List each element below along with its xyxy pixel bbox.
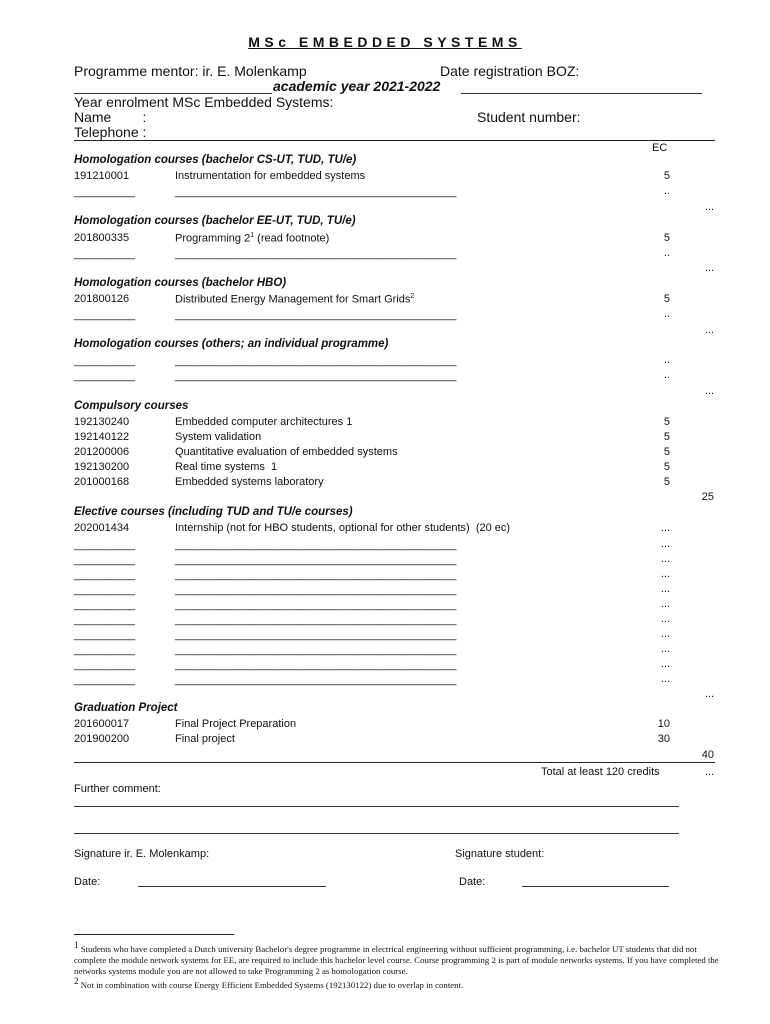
date-label-mentor: Date: (74, 876, 101, 888)
blank-ec: ... (660, 568, 670, 580)
enrolment-label: Year enrolment MSc Embedded Systems: (74, 94, 334, 110)
course-code: 202001434 (74, 522, 130, 534)
section-title-homologation-cs: Homologation courses (bachelor CS-UT, TUD, TU/e) (74, 154, 357, 166)
blank-code-field[interactable]: __________ (74, 614, 136, 626)
blank-code-field[interactable]: __________ (74, 186, 136, 198)
blank-ec: .. (663, 247, 670, 259)
footnote-ref-1: 1 (250, 232, 255, 239)
header-divider (74, 140, 715, 141)
course-name: Quantitative evaluation of embedded systems (175, 446, 398, 458)
course-name: Programming $2^1$ (read footnote) (175, 232, 330, 245)
blank-code-field[interactable]: __________ (74, 569, 136, 581)
blank-ec: .. (663, 354, 670, 366)
blank-code-field[interactable]: __________ (74, 674, 136, 686)
section-title-homologation-hbo: Homologation courses (bachelor HBO) (74, 277, 287, 289)
comment-line-2[interactable] (74, 833, 679, 834)
blank-course-field[interactable]: ______________________________________________ (175, 309, 457, 321)
course-name: Final Project Preparation (175, 718, 297, 730)
blank-ec: ... (660, 673, 670, 685)
blank-course-field[interactable]: ______________________________________________ (175, 355, 457, 367)
course-ec: 5 (663, 446, 670, 458)
blank-code-field[interactable]: __________ (74, 659, 136, 671)
blank-course-field[interactable]: ______________________________________________ (175, 569, 457, 581)
signature-mentor-label: Signature ir. E. Molenkamp: (74, 848, 210, 860)
course-code: 192130200 (74, 461, 130, 473)
blank-course-field[interactable]: ______________________________________________ (175, 539, 457, 551)
blank-code-field[interactable]: __________ (74, 248, 136, 260)
total-label: Total at least 120 credits (541, 766, 660, 778)
blank-ec: .. (663, 308, 670, 320)
course-name: Final project (175, 733, 235, 745)
line-after-year (461, 93, 702, 94)
comment-line-1[interactable] (74, 806, 679, 807)
course-ec: 5 (663, 431, 670, 443)
section-total: 40 (701, 749, 714, 761)
student-number-label: Student number: (477, 109, 581, 125)
date-line-student[interactable] (522, 886, 669, 887)
course-ec: ... (660, 522, 670, 534)
blank-course-field[interactable]: ______________________________________________ (175, 644, 457, 656)
course-ec: 10 (657, 718, 670, 730)
ec-column-label: EC (652, 142, 668, 154)
academic-year: academic year 2021-2022 (273, 78, 441, 94)
blank-code-field[interactable]: __________ (74, 584, 136, 596)
course-code: 201000168 (74, 476, 130, 488)
course-ec: 5 (663, 416, 670, 428)
programme-mentor: Programme mentor: ir. E. Molenkamp (74, 63, 307, 79)
course-name: Embedded systems laboratory (175, 476, 324, 488)
course-code: 201200006 (74, 446, 130, 458)
blank-ec: ... (660, 553, 670, 565)
course-ec: 5 (663, 461, 670, 473)
name-label: Name : (74, 109, 147, 125)
course-code: 201800126 (74, 293, 130, 305)
signature-student-label: Signature student: (455, 848, 545, 860)
further-comment-label: Further comment: (74, 783, 161, 795)
section-title-compulsory: Compulsory courses (74, 400, 189, 412)
footnote-2-number: 2 (74, 976, 79, 986)
section-title-homologation-ee: Homologation courses (bachelor EE-UT, TUD, TU/e) (74, 215, 356, 227)
blank-code-field[interactable]: __________ (74, 644, 136, 656)
course-name: Distributed Energy Management for Smart Grids$^2$ (175, 293, 415, 306)
blank-ec: ... (660, 583, 670, 595)
date-line-mentor[interactable] (138, 886, 326, 887)
section-total: 25 (701, 491, 714, 503)
footnote-1: $^1$ Students who have completed a Dutch university Bachelor's degree programme in electrical engineering without sufficient programming, i.e. bachelor UT students that did not complete the module network systems for EE, are required to include this bachelor level course. Course programming 2 is part of module networks systems. If you have completed the networks systems module you are not allowed to take Programming 2 as homologation course. (74, 940, 719, 976)
blank-code-field[interactable]: __________ (74, 370, 136, 382)
blank-course-field[interactable]: ______________________________________________ (175, 614, 457, 626)
footnote-ref-2: 2 (410, 293, 415, 300)
document-title: MSc EMBEDDED SYSTEMS (248, 34, 522, 50)
blank-ec: ... (660, 658, 670, 670)
blank-course-field[interactable]: ______________________________________________ (175, 248, 457, 260)
course-name: Embedded computer architectures 1 (175, 416, 353, 428)
course-ec: 5 (663, 170, 670, 182)
course-code: 191210001 (74, 170, 130, 182)
blank-ec: .. (663, 369, 670, 381)
course-code: 192140122 (74, 431, 130, 443)
blank-code-field[interactable]: __________ (74, 309, 136, 321)
course-name: System validation (175, 431, 262, 443)
blank-code-field[interactable]: __________ (74, 599, 136, 611)
course-name: Real time systems 1 (175, 461, 278, 473)
section-title-graduation: Graduation Project (74, 702, 178, 714)
section-total: ... (704, 324, 714, 336)
blank-ec: ... (660, 613, 670, 625)
blank-ec: ... (660, 598, 670, 610)
course-ec: 5 (663, 476, 670, 488)
footnote-2: $^2$ Not in combination with course Energy Efficient Embedded Systems (192130122) due to overlap in content. (74, 976, 464, 990)
blank-course-field[interactable]: ______________________________________________ (175, 599, 457, 611)
blank-course-field[interactable]: ______________________________________________ (175, 370, 457, 382)
section-total: ... (704, 385, 714, 397)
section-total: ... (704, 201, 714, 213)
course-name: Instrumentation for embedded systems (175, 170, 366, 182)
blank-course-field[interactable]: ______________________________________________ (175, 629, 457, 641)
blank-ec: ... (660, 628, 670, 640)
blank-code-field[interactable]: __________ (74, 629, 136, 641)
footnote-separator (74, 934, 234, 935)
blank-ec: .. (663, 185, 670, 197)
blank-code-field[interactable]: __________ (74, 355, 136, 367)
section-total: ... (704, 688, 714, 700)
date-registration-label: Date registration BOZ: (440, 63, 580, 79)
blank-ec: ... (660, 538, 670, 550)
blank-course-field[interactable]: ______________________________________________ (175, 554, 457, 566)
blank-course-field[interactable]: ______________________________________________ (175, 584, 457, 596)
footnote-1-number: 1 (74, 940, 79, 950)
total-divider (74, 762, 715, 763)
blank-ec: ... (660, 643, 670, 655)
course-code: 201800335 (74, 232, 130, 244)
course-code: 201600017 (74, 718, 130, 730)
course-code: 201900200 (74, 733, 130, 745)
section-title-homologation-others: Homologation courses (others; an individual programme) (74, 338, 389, 350)
section-total: ... (704, 262, 714, 274)
course-ec: 5 (663, 293, 670, 305)
telephone-label: Telephone : (74, 124, 147, 140)
blank-code-field[interactable]: __________ (74, 539, 136, 551)
course-name: Internship (not for HBO students, optional for other students) (20 ec) (175, 522, 511, 534)
blank-course-field[interactable]: ______________________________________________ (175, 186, 457, 198)
blank-course-field[interactable]: ______________________________________________ (175, 674, 457, 686)
total-value: ... (704, 766, 714, 778)
course-ec: 30 (657, 733, 670, 745)
blank-course-field[interactable]: ______________________________________________ (175, 659, 457, 671)
blank-code-field[interactable]: __________ (74, 554, 136, 566)
course-ec: 5 (663, 232, 670, 244)
course-code: 192130240 (74, 416, 130, 428)
section-title-elective: Elective courses (including TUD and TU/e courses) (74, 506, 353, 518)
date-label-student: Date: (459, 876, 486, 888)
